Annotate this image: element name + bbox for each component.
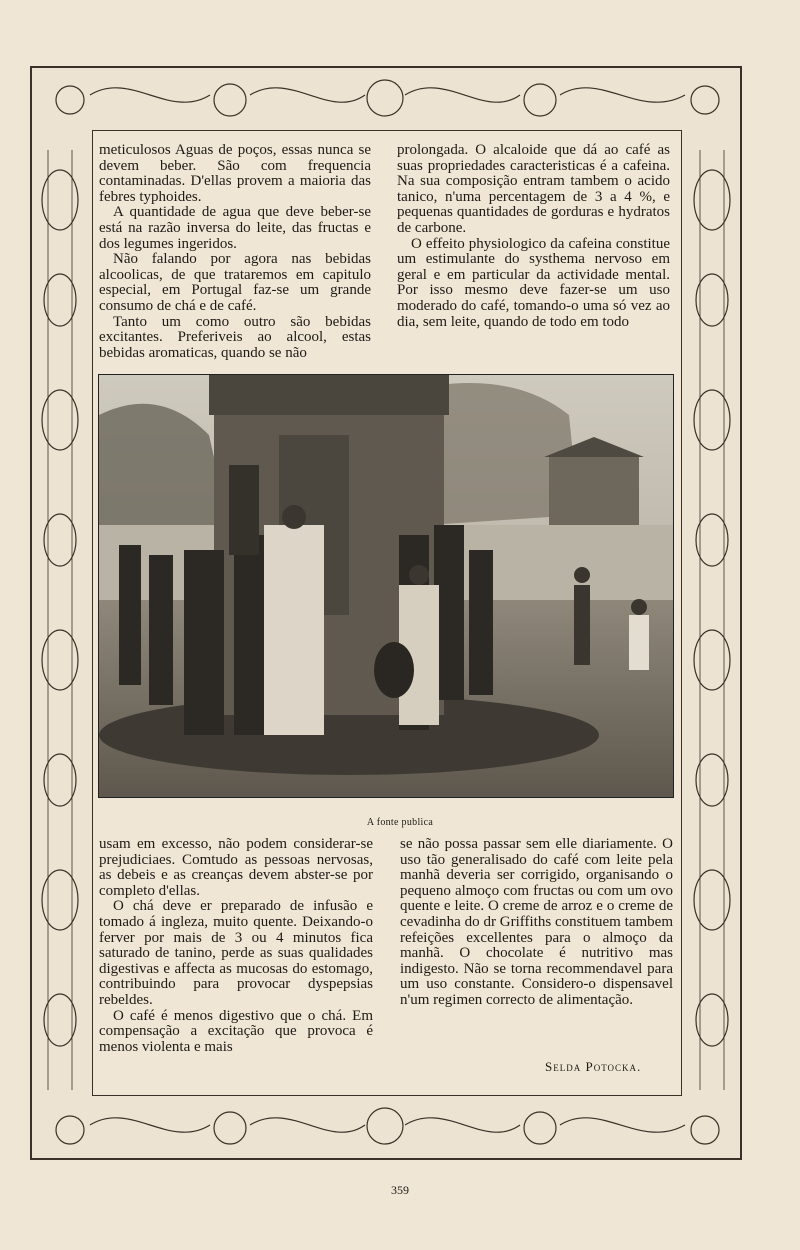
page-number: 359 <box>391 1183 409 1197</box>
paragraph: O chá deve er preparado de infusão e tomado á ingleza, muito quente. Deixando-o ferver por mais de 3 ou 4 minutos fica saturado de tanino, perde as suas qualidades digestivas e affecta as mucosas do estomago, contribuindo para provocar dyspepsias rebeldes. <box>99 898 373 1008</box>
paragraph: O café é menos digestivo que o chá. Em compensação a excitação que provoca é menos violenta e mais <box>99 1007 373 1055</box>
author-signature: Selda Potocka. <box>545 1059 642 1074</box>
paragraph: Não falando por agora nas bebidas alcoolicas, de que trataremos em capitulo especial, em Portugal faz-se um grande consumo de chá e de café. <box>99 251 371 314</box>
paragraph: Tanto um como outro são bebidas excitantes. Preferiveis ao alcool, estas bebidas aromaticas, quando se não <box>99 313 371 361</box>
column-top-right <box>397 143 670 330</box>
paragraph: meticulosos Aguas de poços, essas nunca se devem beber. São com frequencia contaminadas. D'ellas provem a maioria das febres typhoides. <box>99 142 371 205</box>
paragraph: prolongada. O alcaloide que dá ao café as suas propriedades caracteristicas é a cafeina. Na sua composição entram tambem o acido tanico, n'uma percentagem de 3 a 4 %, e pequenas quantidades de gorduras e hydratos de carbone. <box>397 142 670 236</box>
photo-caption: A fonte publica <box>366 817 434 828</box>
paragraph: A quantidade de agua que deve beber-se está na razão inversa do leite, das fructas e dos legumes ingeridos. <box>99 204 371 252</box>
photograph-public-fountain <box>98 374 674 798</box>
fountain-scene-image <box>99 375 674 798</box>
column-bottom-left <box>99 837 373 1055</box>
column-bottom-right <box>400 837 673 1009</box>
column-top-left <box>99 143 371 361</box>
paragraph: O effeito physiologico da cafeina constitue um estimulante do systhema nervoso em geral e em particular da actividade mental. Por isso mesmo deve fazer-se um uso moderado do café, tomando-o uma só vez ao dia, sem leite, quando de todo em todo <box>397 235 670 330</box>
paragraph: usam em excesso, não podem considerar-se prejudiciaes. Comtudo as pessoas nervosas, as debeis e as creanças devem abster-se por completo d'ellas. <box>99 836 373 899</box>
paragraph: se não possa passar sem elle diariamente. O uso tão generalisado do café com leite pela manhã deveria ser corrigido, organisando o pequeno almoço com fructas ou com um ovo quente e leite. O creme de arroz e o creme de cevadinha do dr Griffiths constituem tambem refeições excellentes para o almoço da manhã. O chocolate é nutritivo mas indigesto. Não se torna recommendavel para um uso constante. Considero-o dispensavel n'um regimen correcto de alimentação. <box>400 836 673 1008</box>
